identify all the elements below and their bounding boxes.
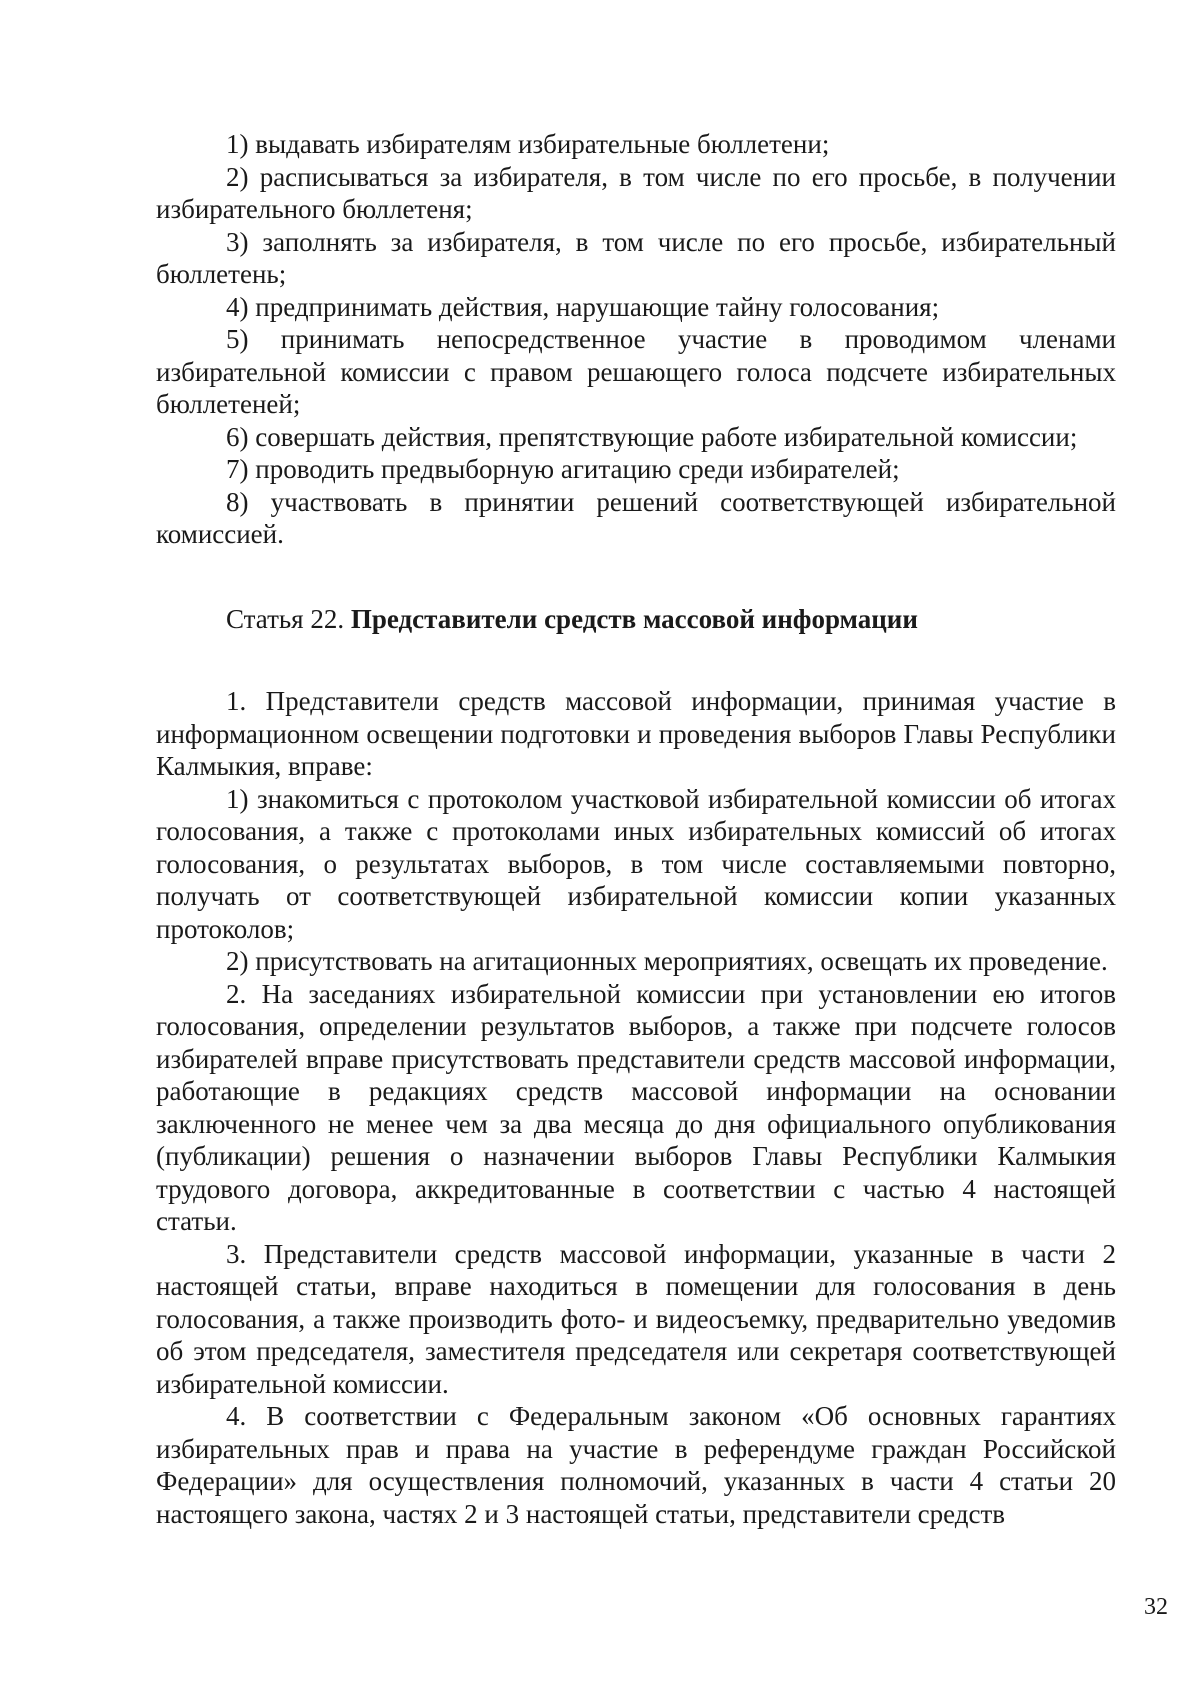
article-title: Представители средств массовой информации — [350, 603, 918, 634]
list-item: 4) предпринимать действия, нарушающие тайну голосования; — [226, 291, 940, 322]
paragraph: 1) знакомиться с протоколом участковой избирательной комиссии об итогах голосования, а также с протоколами иных избирательных комиссий об итогах голосования, о результатах выборов, в том числе составляемыми повторно, получать от соответствующей избирательной комиссии копии указанных протоколов; — [156, 783, 1116, 944]
list-item: 2) расписываться за избирателя, в том числе по его просьбе, в получении избирательного бюллетеня; — [156, 161, 1116, 224]
article-prefix: Статья 22. — [226, 603, 345, 634]
paragraph: 2. На заседаниях избирательной комиссии при установлении ею итогов голосования, определении результатов выборов, а также при подсчете голосов избирателей вправе присутствовать представители средств массовой информации, работающие в редакциях средств массовой информации на основании заключенного не менее чем за два месяца до дня официального опубликования (публикации) решения о назначении выборов Главы Республики Калмыкия трудового договора, аккредитованные в соответствии с частью 4 настоящей статьи. — [156, 978, 1116, 1236]
article-heading — [156, 603, 1116, 636]
list-item: 5) принимать непосредственное участие в проводимом членами избирательной комиссии с правом решающего голоса подсчете избирательных бюллетеней; — [156, 324, 1116, 419]
page-number: 32 — [1144, 1594, 1168, 1620]
list-item: 7) проводить предвыборную агитацию среди избирателей; — [226, 454, 900, 484]
list-item: 6) совершать действия, препятствующие работе избирательной комиссии; — [226, 421, 1078, 452]
list-item: 8) участвовать в принятии решений соответствующей избирательной комиссией. — [156, 486, 1116, 549]
list-item: 1) выдавать избирателям избирательные бюллетени; — [226, 129, 830, 159]
document-page — [156, 128, 1116, 1530]
paragraph: 3. Представители средств массовой информации, указанные в части 2 настоящей статьи, вправе находиться в помещении для голосования в день голосования, а также производить фото- и видеосъемку, предварительно уведомив об этом председателя, заместителя председателя или секретаря соответствующей избирательной комиссии. — [156, 1238, 1116, 1399]
paragraph: 1. Представители средств массовой информации, принимая участие в информационном освещении подготовки и проведения выборов Главы Республики Калмыкия, вправе: — [156, 686, 1116, 781]
list-item: 3) заполнять за избирателя, в том числе по его просьбе, избирательный бюллетень; — [156, 226, 1116, 289]
paragraph: 4. В соответствии с Федеральным законом «Об основных гарантиях избирательных прав и права на участие в референдуме граждан Российской Федерации» для осуществления полномочий, указанных в части 4 статьи 20 настоящего закона, частях 2 и 3 настоящей статьи, представители средств — [156, 1401, 1116, 1529]
paragraph: 2) присутствовать на агитационных мероприятиях, освещать их проведение. — [226, 946, 1108, 976]
